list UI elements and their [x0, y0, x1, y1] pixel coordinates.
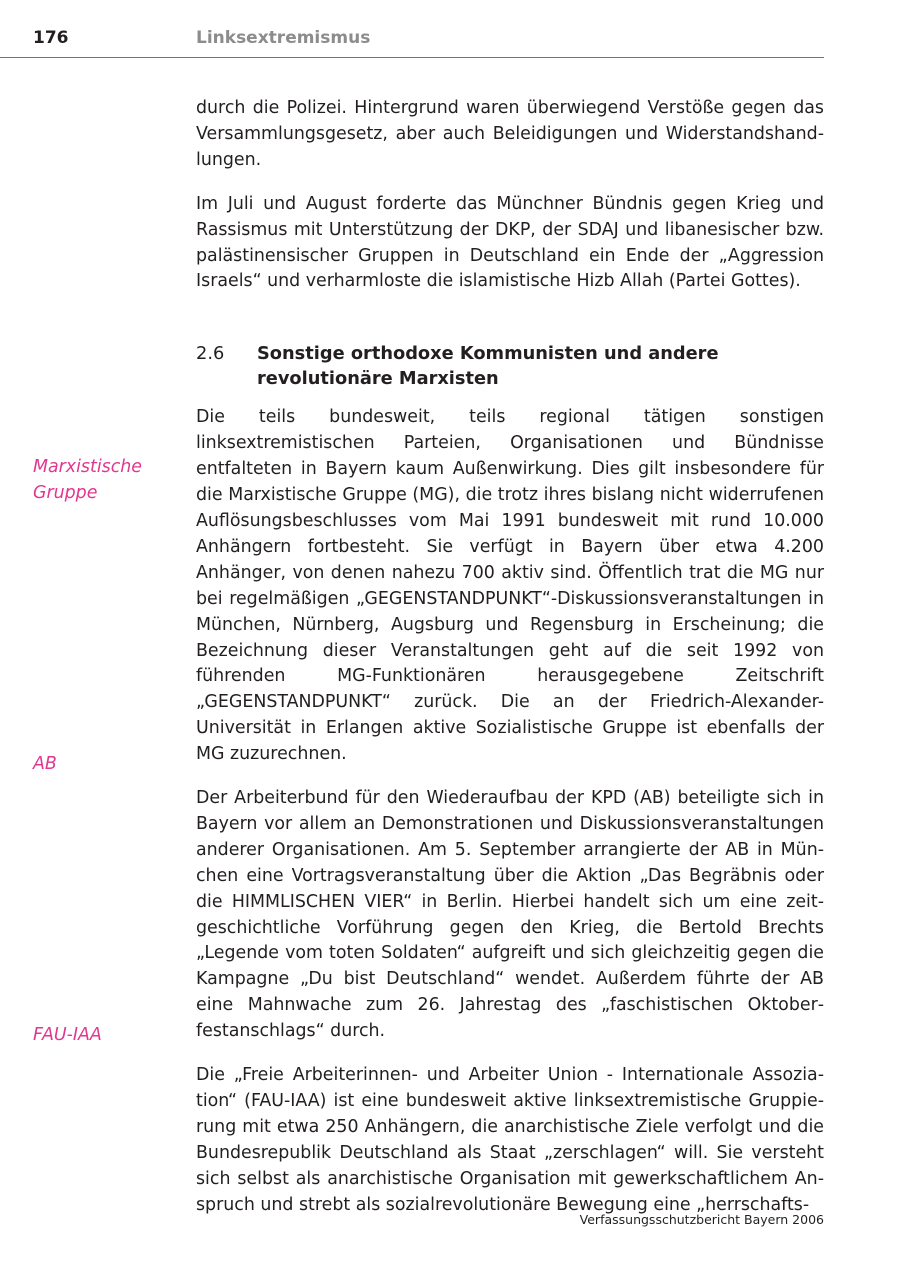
paragraph-buendnis: Im Juli und August forderte das Münchner Bündnis gegen Krieg und Rassismus mit Unterstützung der DKP, der SDAJ und libanesischer bzw. palästinensischer Gruppen in Deutschland ein Ende der „Aggression Israels“ und verharmloste die islamistische Hizb Allah (Partei Gottes).: [196, 193, 824, 292]
section-number: 2.6: [196, 343, 225, 365]
page-header: [0, 0, 824, 58]
paragraph-ab: Der Arbeiterbund für den Wiederaufbau der KPD (AB) beteiligte sich in Bayern vor allem an Demonstrationen und Diskussionsveranstaltungen anderer Organisationen. Am 5. September arrangierte der AB in München eine Vortragsveranstaltung über die Aktion „Das Begräbnis oder die HIMMLISCHEN VIER“ in Berlin. Hierbei handelt sich um eine zeitgeschichtliche Vorführung gegen den Krieg, die Bertold Brechts „Legende vom toten Soldaten“ aufgreift und sich gleichzeitig gegen die Kampagne „Du bist Deutschland“ wendet. Außerdem führte der AB eine Mahnwache zum 26. Jahrestag des „faschistischen Oktoberfestanschlags“ durch.: [196, 788, 824, 1042]
page-number: 176: [33, 28, 69, 48]
margin-note-marxistische-gruppe: Marxistische Gruppe: [33, 457, 142, 503]
main-text: [196, 96, 824, 1219]
section-heading: [196, 341, 824, 391]
margin-note-ab: AB: [33, 754, 57, 774]
running-title: Linksextremismus: [196, 28, 371, 48]
paragraph-fau: Die „Freie Arbeiterinnen- und Arbeiter Union - Internationale Assoziation“ (FAU-IAA) ist eine bundesweit aktive linksextremistische Gruppierung mit etwa 250 Anhängern, die anarchistische Ziele verfolgt und die Bundesrepublik Deutschland als Staat „zerschlagen“ will. Sie versteht sich selbst als anarchistische Organisation mit gewerkschaftlichem Anspruch und strebt als sozialrevolutionäre Bewegung eine „herrschafts-: [196, 1065, 824, 1215]
page-footer: Verfassungsschutzbericht Bayern 2006: [579, 1212, 824, 1227]
paragraph-mg: Die teils bundesweit, teils regional tätigen sonstigen linksextremistischen Parteien, Organisationen und Bündnisse entfalteten in Bayern kaum Außenwirkung. Dies gilt insbesondere für die Marxistische Gruppe (MG), die trotz ihres bislang nicht widerrufenen Auflösungsbeschlusses vom Mai 1991 bundesweit mit rund 10.000 Anhängern fortbesteht. Sie verfügt in Bayern über etwa 4.200 Anhänger, von denen nahezu 700 aktiv sind. Öffentlich trat die MG nur bei regelmäßigen „GEGENSTANDPUNKT“-Diskussionsveranstaltungen in München, Nürnberg, Augsburg und Regensburg in Erscheinung; die Bezeichnung dieser Veranstaltungen geht auf die seit 1992 von führenden MG-Funktionären herausgegebene Zeitschrift „GEGENSTANDPUNKT“ zurück. Die an der Friedrich-Alexander-Universität in Erlangen aktive Sozialistische Gruppe ist ebenfalls der MG zuzurechnen.: [196, 407, 824, 765]
margin-note-fau-iaa: FAU-IAA: [33, 1025, 102, 1045]
section-title: Sonstige orthodoxe Kommunisten und andere revolutionäre Marxisten: [257, 343, 719, 390]
paragraph-intro: durch die Polizei. Hintergrund waren überwiegend Verstöße gegen das Versammlungsgesetz, aber auch Beleidigungen und Widerstandshandlungen.: [196, 98, 824, 170]
